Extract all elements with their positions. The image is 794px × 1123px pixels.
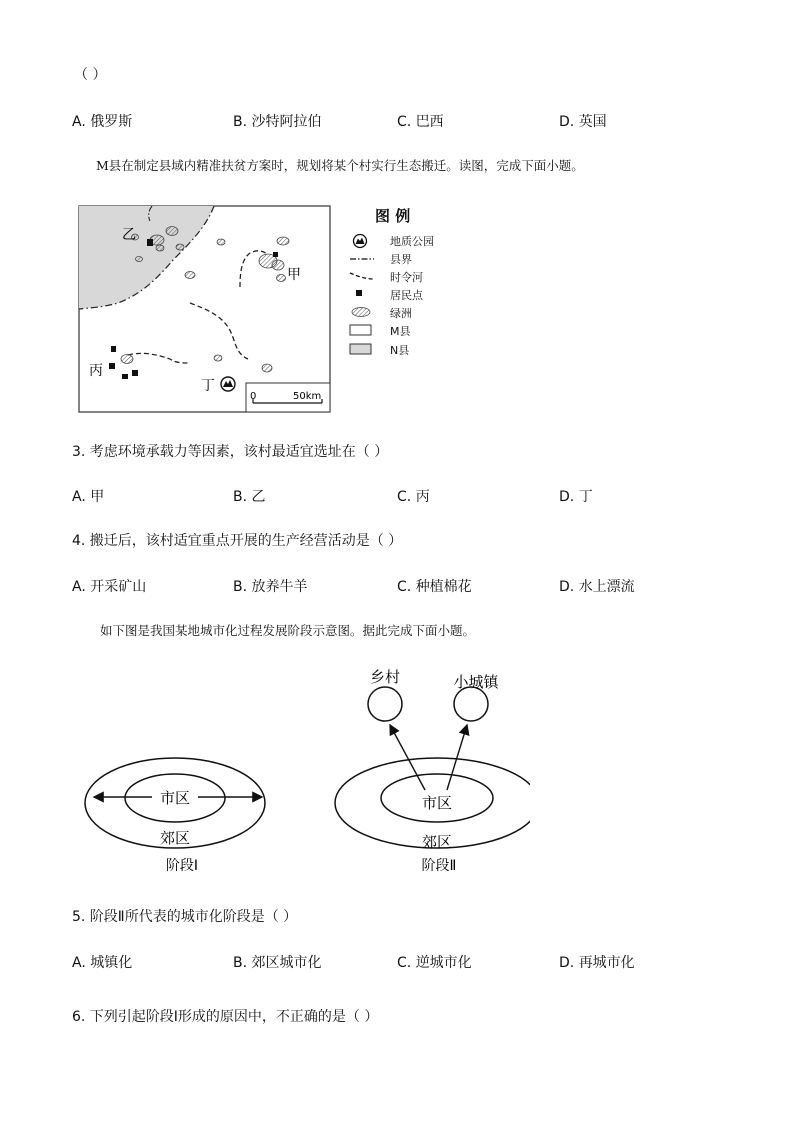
option-c: C. 丙 bbox=[397, 489, 430, 505]
stage-two-label: 阶段Ⅱ bbox=[421, 858, 457, 874]
place-label-bing: 丙 bbox=[89, 363, 103, 379]
m-county-legend-icon bbox=[350, 325, 371, 335]
geopark-marker bbox=[221, 377, 235, 391]
migration-arrow-town bbox=[447, 725, 467, 790]
option-a: A. 俄罗斯 bbox=[72, 114, 133, 130]
intro-paragraph-map: M县在制定县域内精准扶贫方案时，规划将某个村实行生态搬迁。读图，完成下面小题。 bbox=[96, 158, 584, 173]
urbanization-stage-diagram bbox=[70, 660, 530, 880]
settlement-legend-icon bbox=[356, 290, 362, 296]
place-label-ding: 丁 bbox=[201, 378, 215, 394]
oasis-legend-icon bbox=[352, 308, 370, 317]
option-a: A. 开采矿山 bbox=[72, 579, 147, 595]
legend-label-m-county: M县 bbox=[390, 325, 411, 338]
question-3-stem: 3. 考虑环境承载力等因素，该村最适宜选址在（ ） bbox=[72, 444, 389, 460]
option-b: B. 郊区城市化 bbox=[233, 955, 322, 971]
legend-label-geopark: 地质公园 bbox=[390, 235, 434, 248]
n-county-legend-icon bbox=[350, 344, 371, 354]
question-2-bracket: （ ） bbox=[74, 67, 107, 83]
question-4-stem: 4. 搬迁后，该村适宜重点开展的生产经营活动是（ ） bbox=[72, 533, 403, 549]
legend-title: 图 例 bbox=[375, 207, 411, 225]
stage-one-label: 阶段Ⅰ bbox=[165, 858, 199, 874]
village-label: 乡村 bbox=[369, 668, 401, 686]
option-d: D. 英国 bbox=[559, 114, 607, 130]
option-b: B. 沙特阿拉伯 bbox=[233, 114, 322, 130]
intro-paragraph-urbanization: 如下图是我国某地城市化过程发展阶段示意图。据此完成下面小题。 bbox=[100, 623, 476, 638]
village-circle bbox=[368, 687, 402, 721]
seasonal-river-legend-icon bbox=[350, 273, 374, 279]
option-c: C. 巴西 bbox=[397, 114, 444, 130]
option-c: C. 逆城市化 bbox=[397, 955, 472, 971]
city-label-stage-two: 市区 bbox=[421, 794, 453, 812]
stage-one-diagram bbox=[85, 758, 265, 874]
suburb-label-stage-one: 郊区 bbox=[159, 829, 191, 847]
option-a: A. 甲 bbox=[72, 489, 105, 505]
scale-distance-label: 50km bbox=[293, 391, 322, 402]
geopark-legend-icon bbox=[354, 235, 367, 248]
legend-label-seasonal-river: 时令河 bbox=[390, 271, 423, 284]
question-5-stem: 5. 阶段Ⅱ所代表的城市化阶段是（ ） bbox=[72, 909, 298, 925]
option-b: B. 乙 bbox=[233, 489, 266, 505]
county-map bbox=[78, 205, 332, 414]
option-d: D. 再城市化 bbox=[559, 955, 635, 971]
stage-two-diagram bbox=[335, 668, 530, 874]
option-b: B. 放养牛羊 bbox=[233, 579, 308, 595]
option-a: A. 城镇化 bbox=[72, 955, 133, 971]
place-label-yi: 乙 bbox=[122, 227, 136, 243]
question-6-stem: 6. 下列引起阶段Ⅰ形成的原因中，不正确的是（ ） bbox=[72, 1009, 379, 1025]
migration-arrow-village bbox=[390, 725, 425, 790]
legend-label-county-boundary: 县界 bbox=[390, 253, 412, 266]
legend-label-n-county: N县 bbox=[390, 344, 410, 357]
option-d: D. 丁 bbox=[559, 489, 593, 505]
town-label: 小城镇 bbox=[453, 673, 499, 691]
option-d: D. 水上漂流 bbox=[559, 579, 635, 595]
legend-symbols bbox=[349, 232, 385, 362]
legend-label-settlement: 居民点 bbox=[390, 289, 423, 302]
legend-label-oasis: 绿洲 bbox=[390, 307, 412, 320]
option-c: C. 种植棉花 bbox=[397, 579, 472, 595]
place-label-jia: 甲 bbox=[287, 267, 301, 283]
town-circle bbox=[454, 687, 488, 721]
suburb-label-stage-two: 郊区 bbox=[421, 833, 453, 851]
city-label-stage-one: 市区 bbox=[159, 789, 191, 807]
scale-zero-label: 0 bbox=[250, 391, 257, 402]
